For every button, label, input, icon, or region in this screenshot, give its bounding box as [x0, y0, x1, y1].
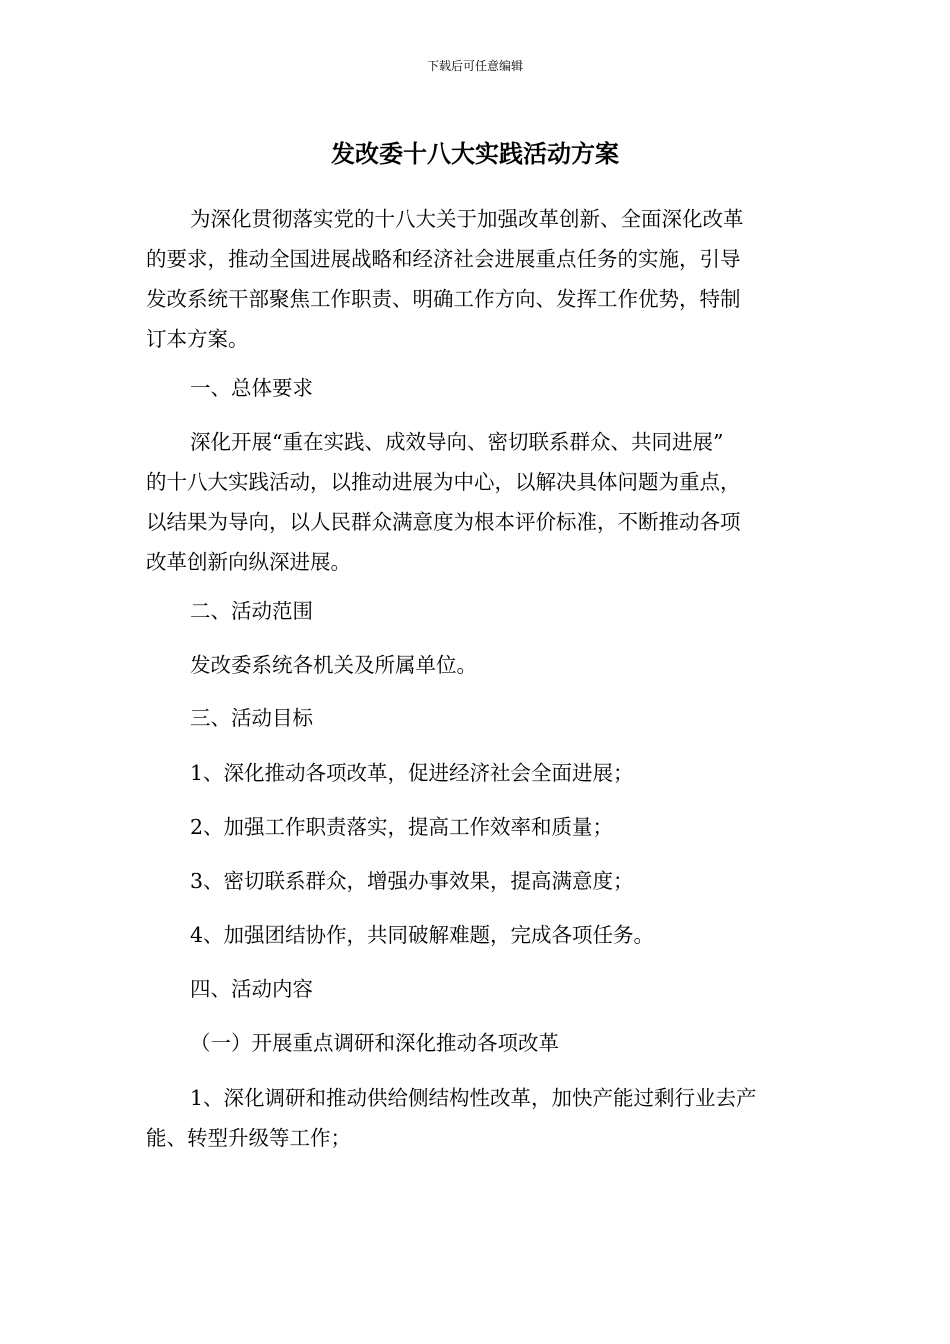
document-title: 发改委十八大实践活动方案: [331, 140, 619, 168]
paragraph-line: 深化开展“重在实践、成效导向、密切联系群众、共同进展”: [190, 430, 724, 454]
page-header-note: 下载后可任意编辑: [426, 59, 523, 73]
activity-scope-paragraph: 发改委系统各机关及所属单位。: [190, 653, 477, 677]
section-heading-activity-goals: 三、活动目标: [190, 706, 313, 730]
paragraph-line: 能、转型升级等工作；: [146, 1126, 351, 1150]
section-heading-overall-requirements: 一、总体要求: [190, 376, 313, 400]
paragraph-line: 改革创新向纵深进展。: [146, 550, 351, 574]
section-heading-activity-content: 四、活动内容: [190, 977, 313, 1001]
section-heading-activity-scope: 二、活动范围: [190, 599, 313, 623]
intro-line: 为深化贯彻落实党的十八大关于加强改革创新、全面深化改革: [190, 207, 744, 231]
paragraph-line: 的十八大实践活动，以推动进展为中心，以解决具体问题为重点，: [146, 470, 741, 494]
intro-paragraph: [146, 199, 806, 359]
goal-item-3: 3、密切联系群众，增强办事效果，提高满意度；: [190, 869, 634, 893]
paragraph-line: 1、深化调研和推动供给侧结构性改革，加快产能过剩行业去产: [190, 1086, 757, 1110]
content-item-1: [146, 1078, 806, 1158]
goal-item-2: 2、加强工作职责落实，提高工作效率和质量；: [190, 815, 614, 839]
subsection-heading-research-reform: （一）开展重点调研和深化推动各项改革: [190, 1031, 559, 1055]
paragraph-line: 以结果为导向，以人民群众满意度为根本评价标准，不断推动各项: [146, 510, 741, 534]
intro-line: 订本方案。: [146, 327, 249, 351]
overall-requirements-paragraph: [146, 422, 806, 582]
intro-line: 的要求，推动全国进展战略和经济社会进展重点任务的实施，引导: [146, 247, 741, 271]
goal-item-1: 1、深化推动各项改革，促进经济社会全面进展；: [190, 761, 634, 785]
goal-item-4: 4、加强团结协作，共同破解难题，完成各项任务。: [190, 923, 655, 947]
intro-line: 发改系统干部聚焦工作职责、明确工作方向、发挥工作优势，特制: [146, 287, 741, 311]
